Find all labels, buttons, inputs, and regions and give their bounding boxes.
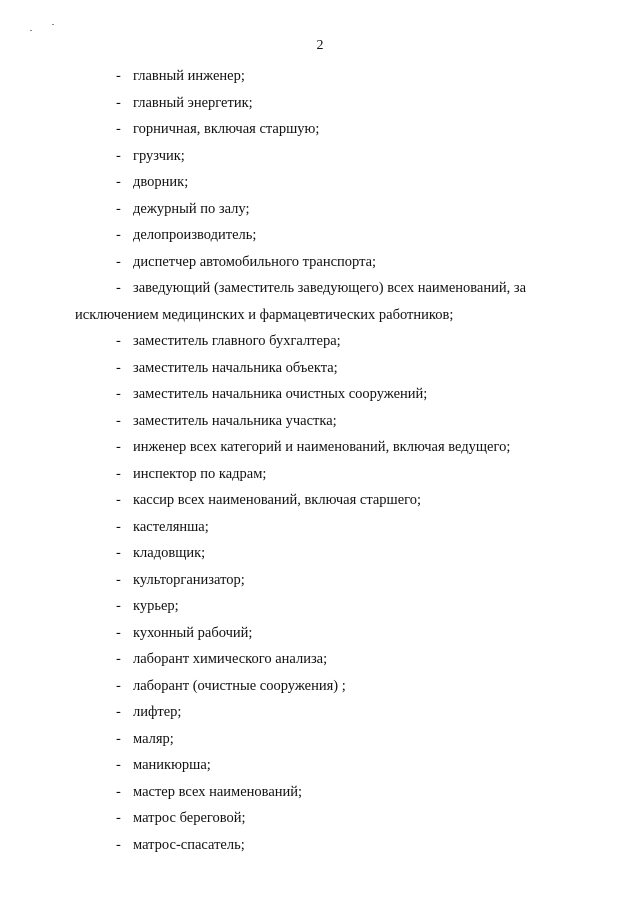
list-item-text: лифтер;: [133, 704, 182, 720]
list-item: [0, 63, 640, 90]
list-item-text: кладовщик;: [133, 545, 206, 561]
scan-speck: [30, 30, 32, 31]
list-item-text: мастер всех наименований;: [133, 783, 303, 800]
list-item-text: горничная, включая старшую;: [133, 121, 320, 137]
position-list: [0, 63, 640, 858]
list-item-text: заместитель начальника объекта;: [133, 359, 338, 376]
list-item: [0, 355, 640, 382]
list-item: [0, 514, 640, 541]
list-item: [0, 116, 640, 143]
list-item-text: инспектор по кадрам;: [133, 465, 267, 482]
list-item: [0, 143, 640, 170]
list-dash: -: [116, 677, 121, 694]
list-item-text: кастелянша;: [133, 518, 209, 535]
list-item-text: кухонный рабочий;: [133, 624, 253, 641]
list-dash: -: [116, 121, 121, 137]
list-item: [0, 567, 640, 594]
list-item-text: культорганизатор;: [133, 571, 245, 588]
list-item-text: заместитель начальника участка;: [133, 412, 337, 429]
list-dash: -: [116, 545, 121, 561]
list-item: [0, 275, 640, 328]
list-item: [0, 620, 640, 647]
list-item: [0, 805, 640, 832]
list-item-text: курьер;: [133, 598, 179, 614]
list-dash: -: [116, 412, 121, 429]
list-item-text: инженер всех категорий и наименований, включая ведущего;: [133, 439, 511, 455]
list-dash: -: [116, 280, 121, 296]
list-item: [0, 461, 640, 488]
list-dash: -: [116, 836, 121, 853]
list-dash: -: [116, 730, 121, 747]
list-item-text: делопроизводитель;: [133, 227, 257, 243]
list-dash: -: [116, 386, 121, 402]
list-item-text: лаборант химического анализа;: [133, 651, 328, 667]
list-item-text: заместитель начальника очистных сооружений;: [133, 386, 428, 402]
list-item: [0, 169, 640, 196]
list-item: [0, 646, 640, 673]
list-dash: -: [116, 147, 121, 164]
list-dash: -: [116, 624, 121, 641]
list-dash: -: [116, 810, 121, 826]
list-item: [0, 196, 640, 223]
list-item: [0, 381, 640, 408]
list-item: [0, 593, 640, 620]
list-item: [0, 540, 640, 567]
list-dash: -: [116, 571, 121, 588]
list-item: [0, 408, 640, 435]
list-item-text: заместитель главного бухгалтера;: [133, 333, 341, 349]
list-item-text: лаборант (очистные сооружения) ;: [133, 677, 346, 694]
list-dash: -: [116, 704, 121, 720]
scan-speck: [52, 24, 54, 25]
list-dash: -: [116, 492, 121, 508]
list-dash: -: [116, 757, 121, 773]
list-item: [0, 832, 640, 859]
page-number: 2: [316, 38, 324, 53]
list-item-text: диспетчер автомобильного транспорта;: [133, 253, 377, 270]
list-item: [0, 487, 640, 514]
list-item: [0, 328, 640, 355]
list-dash: -: [116, 94, 121, 111]
list-item-text: дворник;: [133, 174, 189, 190]
list-item: [0, 726, 640, 753]
list-dash: -: [116, 68, 121, 84]
list-dash: -: [116, 333, 121, 349]
list-item-text: маляр;: [133, 730, 174, 747]
list-item-text: грузчик;: [133, 147, 185, 164]
list-item-text: матрос-спасатель;: [133, 836, 245, 853]
list-dash: -: [116, 174, 121, 190]
list-item: [0, 699, 640, 726]
list-item: [0, 779, 640, 806]
list-dash: -: [116, 465, 121, 482]
list-item-text: кассир всех наименований, включая старшего;: [133, 492, 421, 508]
list-dash: -: [116, 359, 121, 376]
list-item: [0, 222, 640, 249]
list-dash: -: [116, 783, 121, 800]
list-item: [0, 249, 640, 276]
list-dash: -: [116, 200, 121, 217]
list-item-text: матрос береговой;: [133, 810, 246, 826]
list-item-text: маникюрша;: [133, 757, 211, 773]
list-item-text: дежурный по залу;: [133, 200, 250, 217]
list-item: [0, 752, 640, 779]
list-dash: -: [116, 227, 121, 243]
list-dash: -: [116, 651, 121, 667]
list-dash: -: [116, 518, 121, 535]
list-item-text-continuation: исключением медицинских и фармацевтических работников;: [75, 306, 454, 323]
list-dash: -: [116, 598, 121, 614]
list-item: [0, 90, 640, 117]
list-dash: -: [116, 439, 121, 455]
list-item: [0, 673, 640, 700]
list-item-text: главный инженер;: [133, 68, 245, 84]
list-item-text: главный энергетик;: [133, 94, 253, 111]
list-dash: -: [116, 253, 121, 270]
list-item-text: заведующий (заместитель заведующего) всех наименований, за: [133, 280, 527, 296]
list-item: [0, 434, 640, 461]
